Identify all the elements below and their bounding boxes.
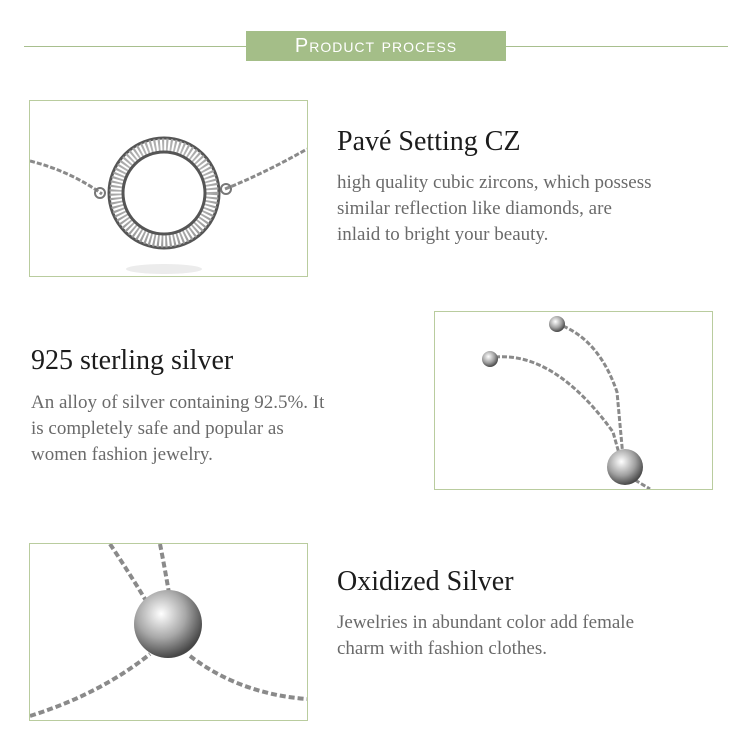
header-line-left <box>24 46 246 47</box>
bead-chain-ends-image <box>435 312 712 489</box>
section-1-description <box>337 170 652 248</box>
section-1-line: high quality cubic zircons, which possess <box>337 172 652 193</box>
header-line-right <box>506 46 728 47</box>
section-3-image-frame <box>29 543 308 721</box>
section-1-image-frame <box>29 100 308 277</box>
header-banner <box>246 31 506 61</box>
section-1-line: inlaid to bright your beauty. <box>337 224 549 245</box>
sliding-bead-closeup-image <box>30 544 307 720</box>
section-2-description <box>31 390 324 468</box>
section-2-title: 925 sterling silver <box>31 345 234 376</box>
pave-circle-bracelet-image <box>30 101 307 276</box>
header-title: Product process <box>294 34 458 57</box>
section-1-line: similar reflection like diamonds, are <box>337 198 612 219</box>
section-1-title: Pavé Setting CZ <box>337 126 521 157</box>
section-3-description <box>337 610 634 662</box>
section-2-line: An alloy of silver containing 92.5%. It <box>31 392 325 413</box>
section-2-line: is completely safe and popular as <box>31 418 284 439</box>
section-2-line: women fashion jewelry. <box>31 444 213 465</box>
section-3-line: Jewelries in abundant color add female <box>337 612 635 633</box>
section-2-image-frame <box>434 311 713 490</box>
section-3-title: Oxidized Silver <box>337 566 514 597</box>
section-3-line: charm with fashion clothes. <box>337 638 548 659</box>
